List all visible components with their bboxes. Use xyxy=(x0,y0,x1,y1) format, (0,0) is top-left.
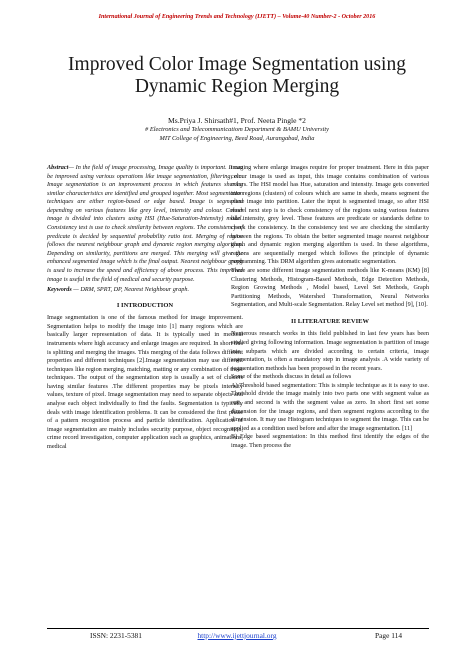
keywords xyxy=(47,286,243,295)
abstract-label: Abstract xyxy=(47,164,69,171)
keywords-label: Keywords xyxy=(47,286,72,294)
introduction-paragraph: Image segmentation is one of the famous method for image improvement. Segmentation helps to modify the image into [1] many regions which are basically larger representation of data. It is typically used in medical instruments where high accuracy and enlarge images are required. In short this is splitting and merging the images. This merging of the data follows different properties and different techniques [2].Image segmentation may use different techniques like region merging, matching, matting or any combination of these techniques. The output of the segmentation step is usually a set of clusters having similar features .The different properties may be pixels intensity values, texture of pixel. Image segmentation may need to separate objects and analyse each object individually to find the faults. Segmentation is typically deals with image identification problems. It can be considered the first phase of a pattern recognition process and particle identification. Application of image segmentation are mainly includes security purpose, object recognition, crime record investigation, computer application such as graphics, animations, medical xyxy=(47,314,243,450)
affiliation-line-1: # Electronics and Telecommunicatiom Department & BAMU University xyxy=(145,126,329,133)
journal-header: International Journal of Engineering Trends and Technology (IJETT) – Volume-40 Number-2 - October 2016 xyxy=(98,14,376,20)
affiliation xyxy=(40,126,434,143)
section-heading-literature-review: II LITERATURE REVIEW xyxy=(291,317,369,325)
footer-issn: ISSN: 2231-5381 xyxy=(90,631,142,640)
authors: Ms.Priya J. Shirsath#1, Prof. Neeta Pingle *2 xyxy=(168,116,306,125)
abstract-text: — In the field of image processing, Image quality is important. It can be improved using various operations like image segmentation, filtering, etc. Image segmentation is an improvement process in which features sharing similar characteristics are identified and grouped together. Most segmentation techniques are either region-based or edge based. Image is segmented depending on various features like grey level, intensity and colour. Colour image is divided into clusters using HSI (Hue-Saturation-Intensity) model. Consistency test is use to check similarity between regions. The consistency of predicate is decided by sequential probability ratio test. Merging of region follows the nearest neighbour graph and dynamic region merging algorithm. Depending on similarity, partitions are merged. This merging will give the enhanced segmented image which is the final output. Nearest neighbour graph is used to increase the speed and efficiency of above process. This improved image is useful in the field of medical and security purpose. xyxy=(47,164,243,283)
keywords-text: — DRM, SPRT, DP, Nearest Neighbour graph. xyxy=(71,286,190,294)
paper-title xyxy=(30,54,444,98)
edge-segmentation-paragraph: B) Edge based segmentation: In this method first identify the edges of the image. Then process the xyxy=(231,433,429,449)
footer-journal-link[interactable] xyxy=(0,631,474,640)
literature-paragraph-2: Some of the methods discuss in detail as follows xyxy=(231,373,352,381)
segmentation-methods-paragraph: There are some different image segmentation methods like K-means (KM) [8] Clustering Methods, Histogram-Based Methods, Edge Detection Methods, Region Growing Methods , Model based, Level Set Methods, Graph Partitioning Methods, Watershed Transformation, Neural Networks Segmentation, and Multi-scale Segmentation. Relay Level set method [9], [10]. xyxy=(231,266,429,309)
section-heading-introduction: I INTRODUCTION xyxy=(116,301,174,309)
right-column xyxy=(231,164,429,451)
left-column xyxy=(47,164,243,452)
introduction-continued-paragraph: imaging where enlarge images require for proper treatment. Here in this paper colour image is used as input, this image contains combination of various colors. The HSI model has Hue, saturation and intensity. Image gets converted into regions (clusters) of colours which are same in sheds, means segment the plane image into partition. Later the input is segmented image, so after HSI model next step is to check consistency of the regions using various features like intensity, grey level. These features are predicate or standards define to check the consistency. In the consistency test we are checking the similarity between the regions. To obtain the better segmented image nearest neighbour graph and dynamic region merging algorithm is used. In these algorithms, regions are sequentially merged which follows the principle of dynamic programming. This DRM algorithm gives automatic segmentation. xyxy=(231,164,429,266)
threshold-segmentation-paragraph: A) Threshold based segmentation: This is simple technique as it is easy to use. Threshold divide the image mainly into two parts one with segment value as one, and second is with the segment value as zero. In short first set some dimension for the image regions, and then segment regions according to the dimension. It may use Histogram techniques to segment the image. This can be applied as a condition used before and after the image segmentation. [11] xyxy=(231,381,429,432)
footer-divider xyxy=(47,628,429,629)
abstract xyxy=(47,164,243,284)
literature-paragraph-1: Numerous research works in this field published in last few years has been studied giving following information. Image segmentation is partition of image into subparts which are divided according to certain criteria, image segmentation, is often a mandatory step in image analysis .A wide variety of segmentation methods has been proposed in the recent years. xyxy=(231,330,429,372)
paper-title-line-2: Dynamic Region Merging xyxy=(134,76,340,97)
footer-page-number: Page 114 xyxy=(375,631,403,640)
journal-url-link[interactable]: http://www.ijettjournal.org xyxy=(197,631,277,640)
affiliation-line-2: MIT College of Engineering, Beed Road, Aurangabad, India xyxy=(159,134,315,142)
paper-title-line-1: Improved Color Image Segmentation using xyxy=(68,54,406,75)
